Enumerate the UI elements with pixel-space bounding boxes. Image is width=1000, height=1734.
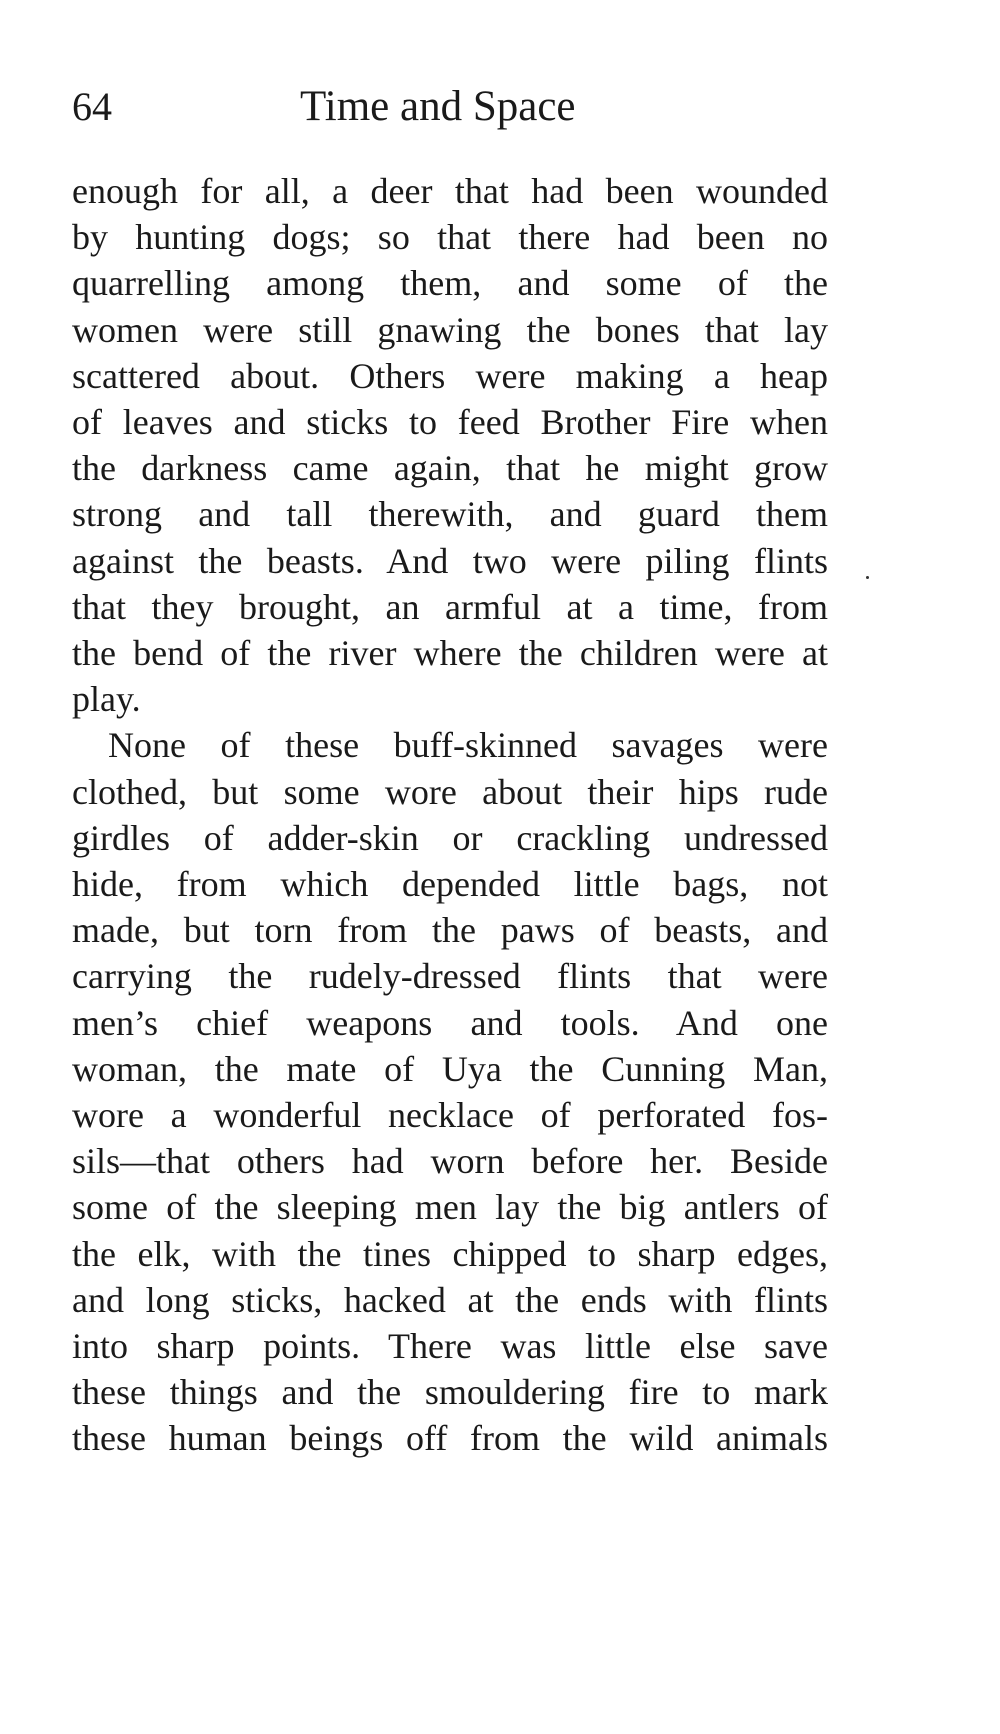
text-line: the bend of the river where the children were at (72, 633, 828, 674)
text-line: men’s chief weapons and tools. And one (72, 1002, 828, 1043)
text-line: and long sticks, hacked at the ends with flints (72, 1279, 828, 1320)
page-number: 64 (72, 84, 112, 129)
text-line: clothed, but some wore about their hips rude (72, 771, 828, 812)
text-line-paragraph-end: play. (72, 679, 141, 720)
text-line: of leaves and sticks to feed Brother Fire when (72, 402, 828, 443)
text-line: the darkness came again, that he might grow (72, 448, 828, 489)
scan-speck (866, 576, 869, 579)
text-line: into sharp points. There was little else save (72, 1326, 828, 1367)
text-line: these human beings off from the wild animals (72, 1418, 828, 1459)
text-line: enough for all, a deer that had been wounded (72, 171, 828, 211)
text-line: sils—that others had worn before her. Beside (72, 1141, 828, 1182)
text-line-paragraph-start: None of these buff-skinned savages were (108, 725, 828, 766)
text-line: wore a wonderful necklace of perforated fos- (72, 1095, 828, 1136)
running-head: Time and Space (300, 83, 576, 130)
text-line: hide, from which depended little bags, not (72, 864, 828, 905)
text-line: by hunting dogs; so that there had been no (72, 217, 828, 258)
text-line: quarrelling among them, and some of the (72, 263, 828, 304)
text-line: women were still gnawing the bones that lay (72, 309, 828, 350)
text-line: scattered about. Others were making a heap (72, 355, 828, 396)
text-line: girdles of adder-skin or crackling undressed (72, 817, 828, 858)
text-line: strong and tall therewith, and guard them (72, 494, 828, 535)
text-line: made, but torn from the paws of beasts, and (72, 910, 828, 951)
text-line: that they brought, an armful at a time, from (72, 586, 828, 627)
text-line: carrying the rudely-dressed flints that were (72, 956, 828, 997)
text-line: woman, the mate of Uya the Cunning Man, (72, 1048, 828, 1089)
text-line: the elk, with the tines chipped to sharp edges, (72, 1233, 828, 1274)
body-text (72, 168, 828, 1462)
text-line: some of the sleeping men lay the big antlers of (72, 1187, 828, 1228)
text-line: against the beasts. And two were piling flints (72, 540, 828, 581)
text-line: these things and the smouldering fire to mark (72, 1372, 828, 1413)
